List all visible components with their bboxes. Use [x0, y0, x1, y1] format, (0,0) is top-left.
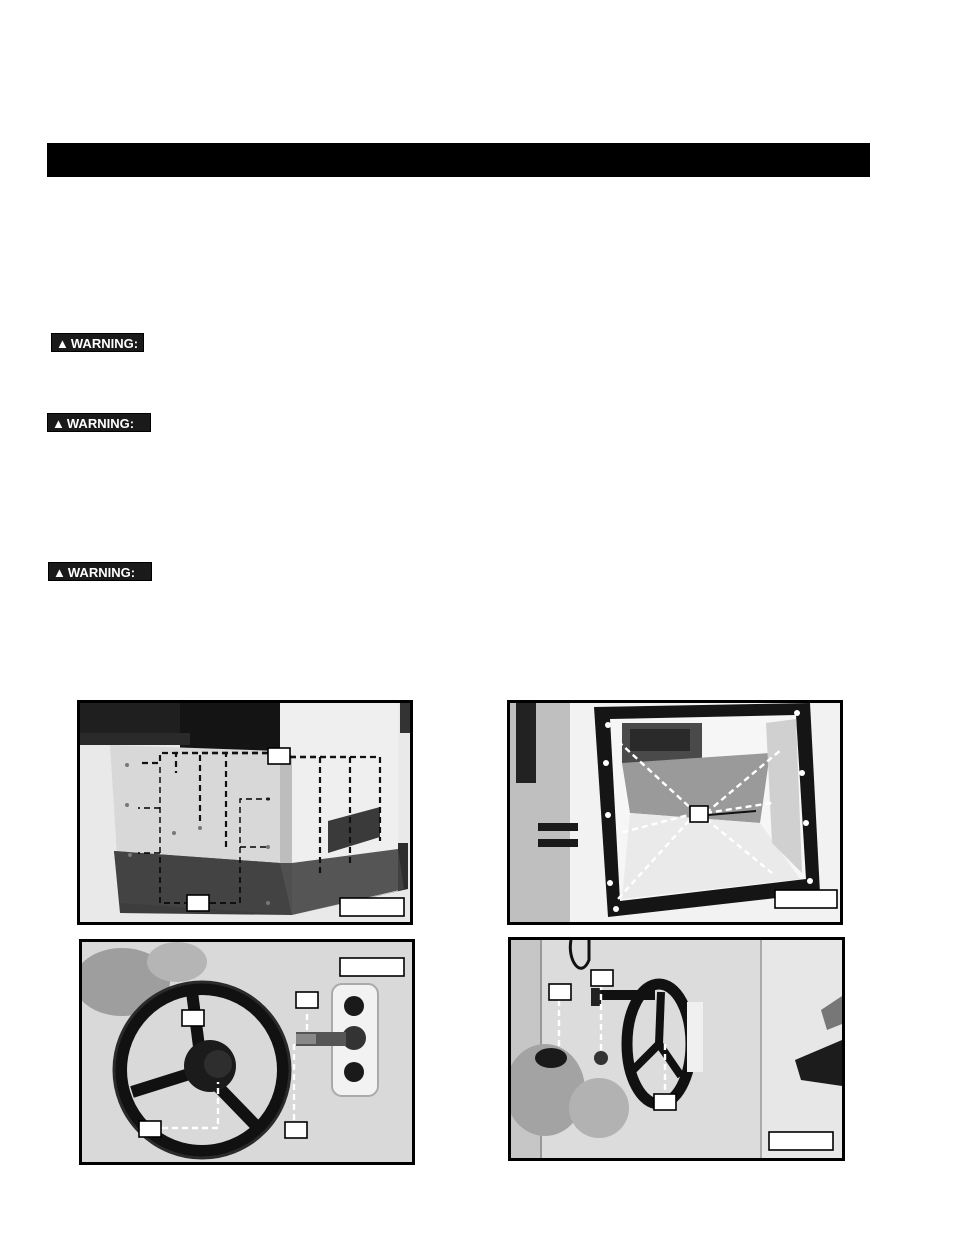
warning-label: WARNING:	[66, 416, 135, 431]
callout-box	[182, 1010, 204, 1026]
callout-box	[285, 1122, 307, 1138]
callout-box	[549, 984, 571, 1000]
figure-number-box	[775, 890, 837, 908]
figure-number-box	[340, 898, 404, 916]
warning-label: WARNING:	[67, 565, 136, 580]
warning-badge-3	[48, 562, 152, 581]
figure-cabinet-side-panel	[77, 700, 413, 925]
callout-box	[654, 1094, 676, 1110]
section-header-bar	[47, 143, 870, 177]
warning-triangle-icon: ▲	[56, 336, 69, 351]
figure-number-box	[340, 958, 404, 976]
warning-badge-2	[47, 413, 151, 432]
callout-box	[591, 970, 613, 986]
figure-number-box	[769, 1132, 833, 1150]
figure-handwheel-install	[79, 939, 415, 1165]
callout-box	[296, 992, 318, 1008]
callout-box	[690, 806, 708, 822]
figure-handle-washer-install	[508, 937, 845, 1161]
warning-triangle-icon: ▲	[52, 416, 65, 431]
callout-box	[139, 1121, 161, 1137]
figure-cabinet-frame-opening	[507, 700, 843, 925]
callout-box	[268, 748, 290, 764]
warning-badge-1	[51, 333, 144, 352]
callout-box	[187, 895, 209, 911]
warning-triangle-icon: ▲	[53, 565, 66, 580]
warning-label: WARNING:	[70, 336, 139, 351]
